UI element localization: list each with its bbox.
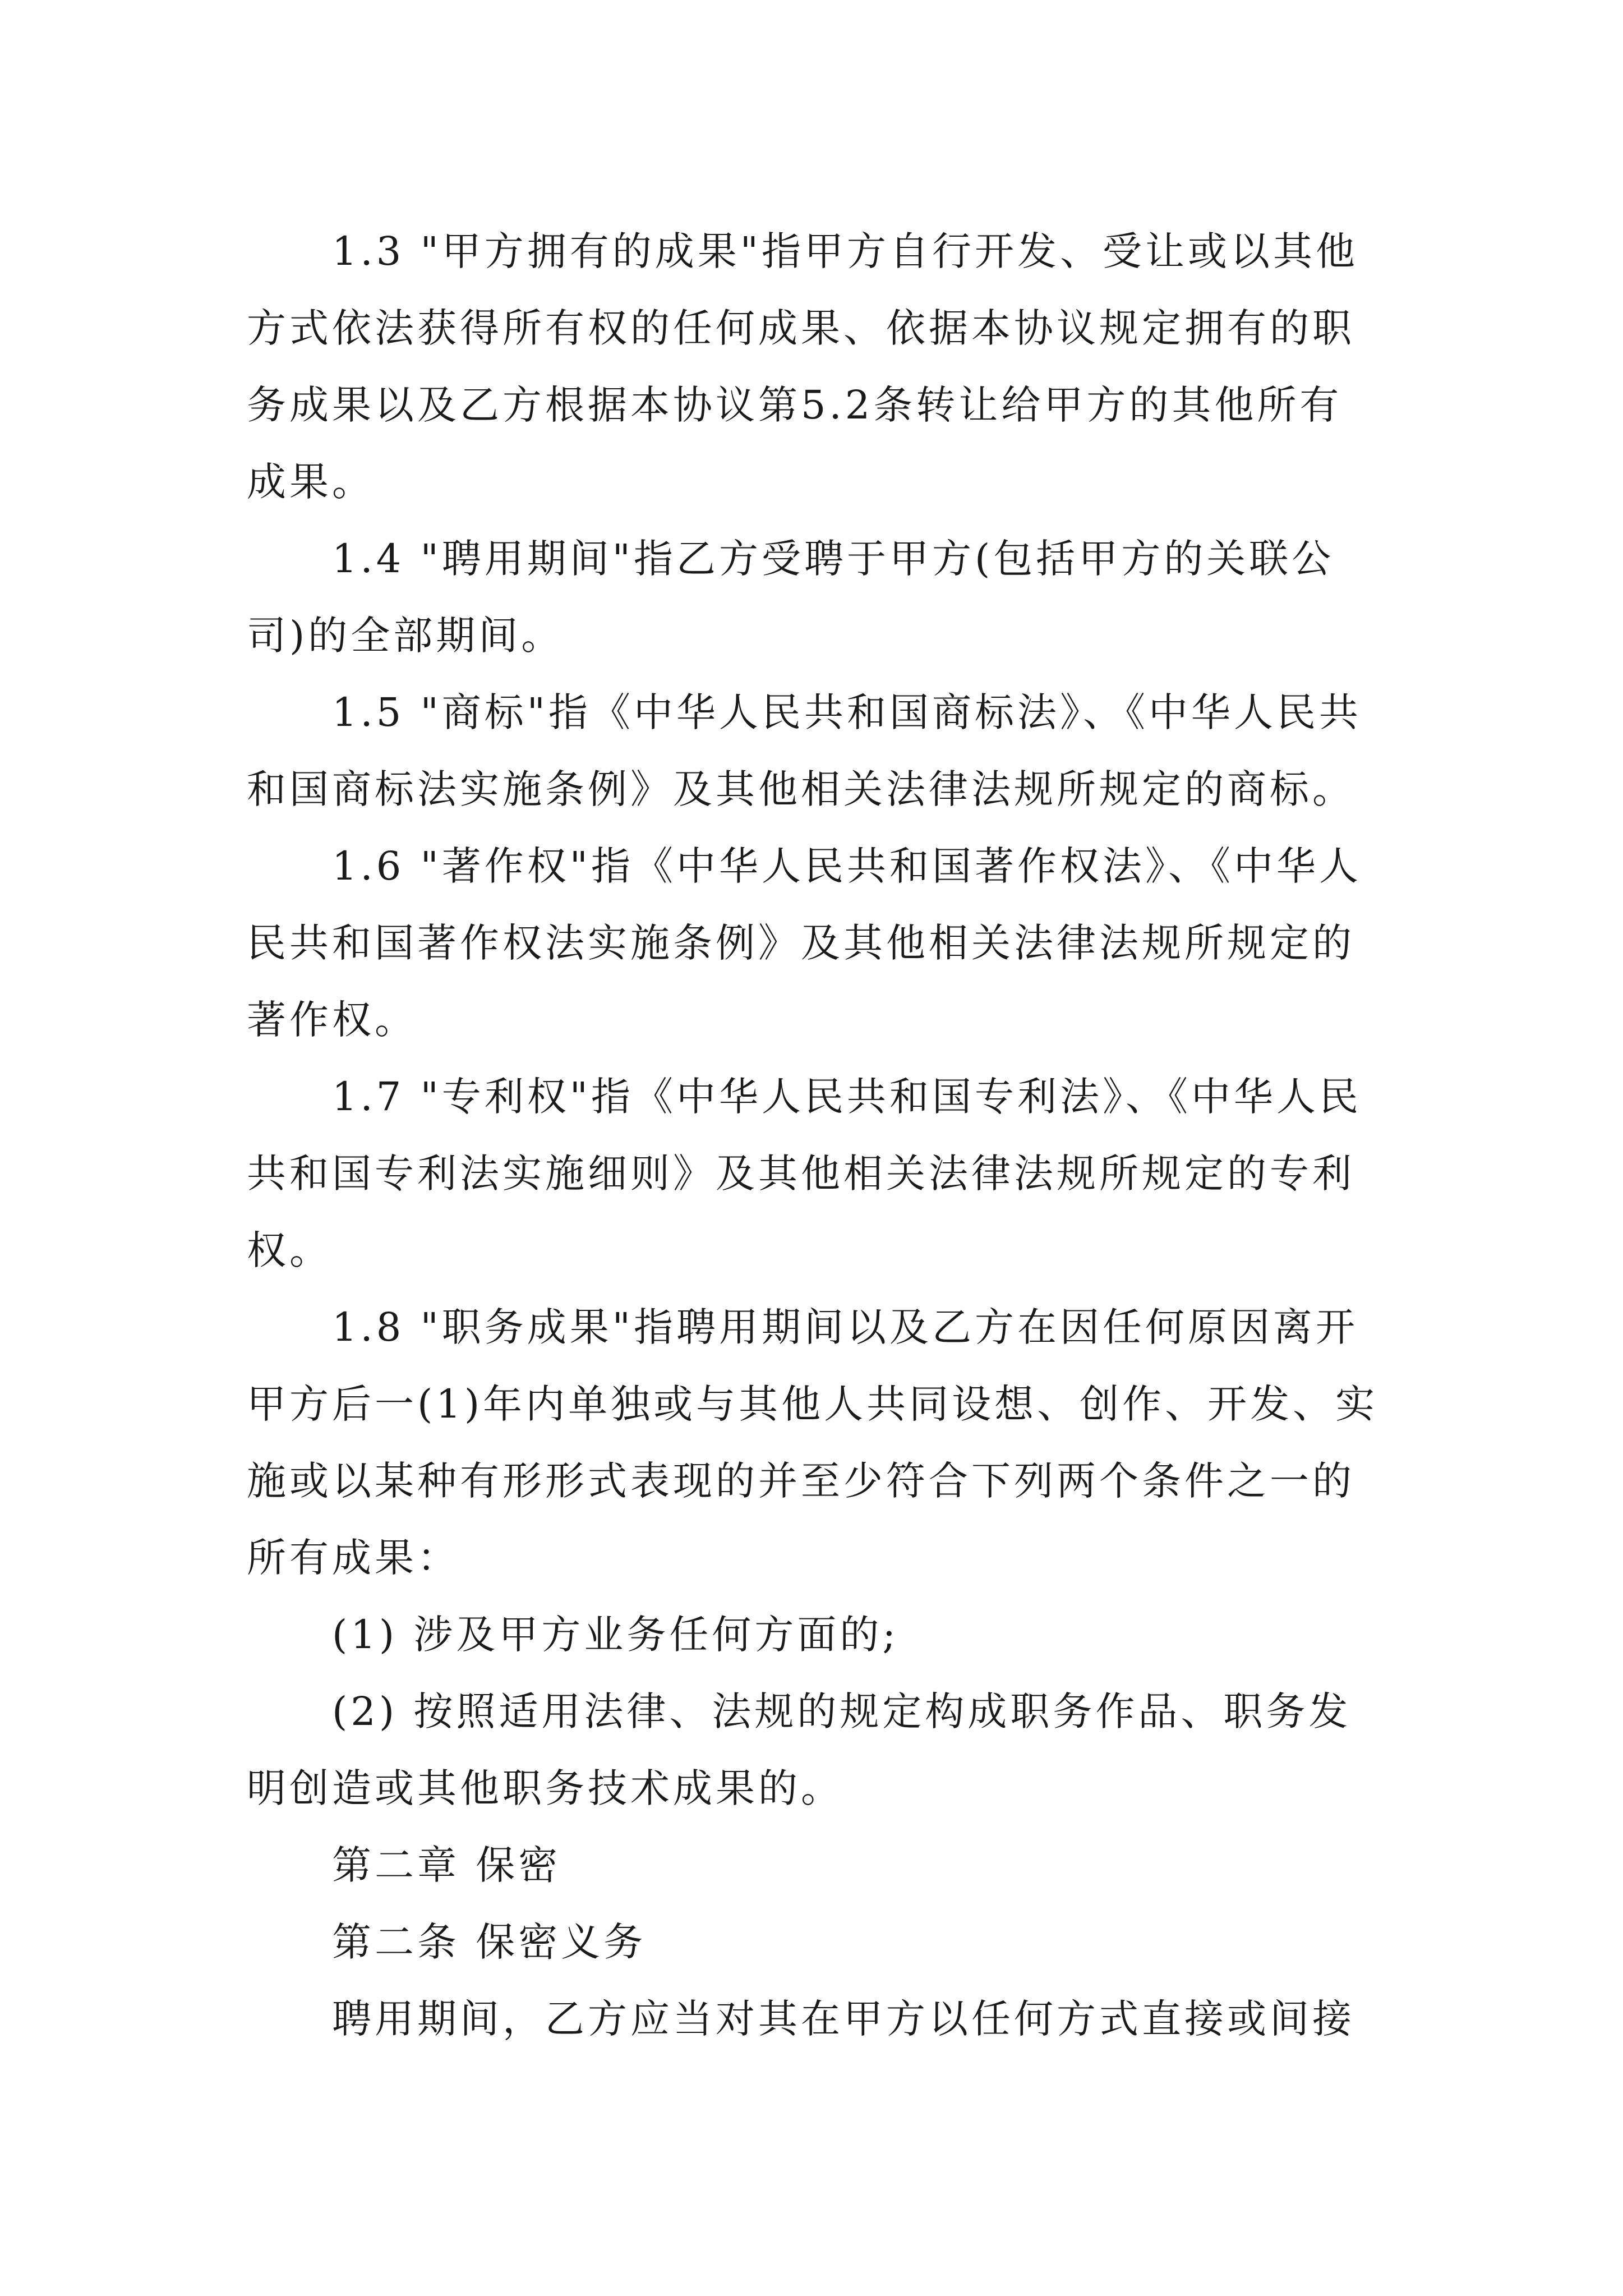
- clause-1-6: 1.6 "著作权"指《中华人民共和国著作权法》、《中华人民共和国著作权法实施条例》及其他相关法律法规所规定的著作权。: [247, 843, 1362, 1043]
- article-heading: 第二条 保密义务: [332, 1919, 647, 1965]
- document-body: [247, 213, 1380, 2058]
- clause-1-5: 1.5 "商标"指《中华人民共和国商标法》、《中华人民共和国商标法实施条例》及其他相关法律法规所规定的商标。: [247, 689, 1362, 812]
- clause-1-7: 1.7 "专利权"指《中华人民共和国专利法》、《中华人民共和国专利法实施细则》及其他相关法律法规所规定的专利权。: [247, 1074, 1362, 1273]
- chapter-heading: 第二章 保密: [332, 1842, 561, 1888]
- clause-1-3: 1.3 "甲方拥有的成果"指甲方自行开发、受让或以其他方式依法获得所有权的任何成果、依据本协议规定拥有的职务成果以及乙方根据本协议第5.2条转让给甲方的其他所有成果。: [247, 228, 1358, 505]
- clause-1-4: 1.4 "聘用期间"指乙方受聘于甲方(包括甲方的关联公司)的全部期间。: [247, 536, 1335, 659]
- article-body: 聘用期间，乙方应当对其在甲方以任何方式直接或间接: [332, 1996, 1355, 2042]
- clause-1-8: 1.8 "职务成果"指聘用期间以及乙方在因任何原因离开甲方后一(1)年内单独或与其他人共同设想、创作、开发、实施或以某种有形形式表现的并至少符合下列两个条件之一的所有成果：: [247, 1304, 1378, 1581]
- condition-1: (1) 涉及甲方业务任何方面的;: [332, 1612, 899, 1658]
- condition-2: (2) 按照适用法律、法规的规定构成职务作品、职务发明创造或其他职务技术成果的。: [247, 1688, 1352, 1811]
